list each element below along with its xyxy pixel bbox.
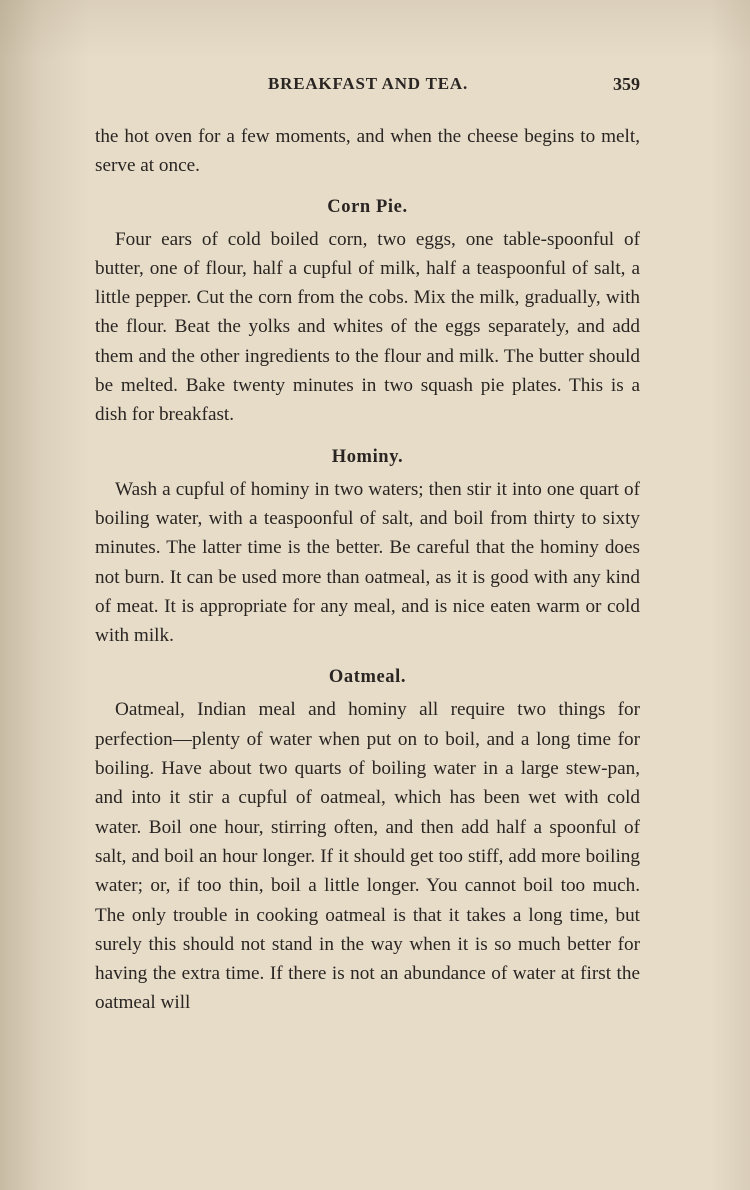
section-paragraph-oatmeal: Oatmeal, Indian meal and hominy all require two things for perfection—plenty of water when put on to boil, and a long time for boiling. Have about two quarts of boiling water in a large stew-pan, and into it stir a cupful of oatmeal, which has been wet with cold water. Boil one hour, stirring often, and then add half a spoonful of salt, and boil an hour longer. If it should get too stiff, add more boiling water; or, if too thin, boil a little longer. You cannot boil too much. The only trouble in cooking oatmeal is that it takes a long time, but surely this should not stand in the way when it is so much better for having the extra time. If there is not an abundance of water at first the oatmeal will — [95, 699, 640, 1014]
running-head — [96, 74, 640, 100]
section-heading-oatmeal: Oatmeal. — [328, 667, 407, 688]
section-paragraph-hominy: Wash a cupful of hominy in two waters; then stir it into one quart of boiling water, with a teaspoonful of salt, and boil from thirty to sixty minutes. The latter time is the better. Be careful that the hominy does not burn. It can be used more than oatmeal, as it is good with any kind of meat. It is appropriate for any meal, and is nice eaten warm or cold with milk. — [95, 478, 640, 647]
section-heading-hominy: Hominy. — [331, 446, 404, 467]
page-number: 359 — [613, 74, 640, 94]
section-paragraph-corn-pie: Four ears of cold boiled corn, two eggs, one table-spoonful of butter, one of flour, half a cupful of milk, half a teaspoonful of salt, a little pepper. Cut the corn from the cobs. Mix the milk, gradually, with the flour. Beat the yolks and whites of the eggs separately, and add them and the other ingredients to the flour and milk. The butter should be melted. Bake twenty minutes in two squash pie plates. This is a dish for breakfast. — [95, 228, 640, 426]
section-heading-corn-pie: Corn Pie. — [327, 196, 408, 217]
body-text — [95, 122, 640, 1018]
running-title: BREAKFAST AND TEA. — [267, 74, 469, 93]
continuation-paragraph: the hot oven for a few moments, and when the cheese begins to melt, serve at once. — [95, 126, 640, 177]
